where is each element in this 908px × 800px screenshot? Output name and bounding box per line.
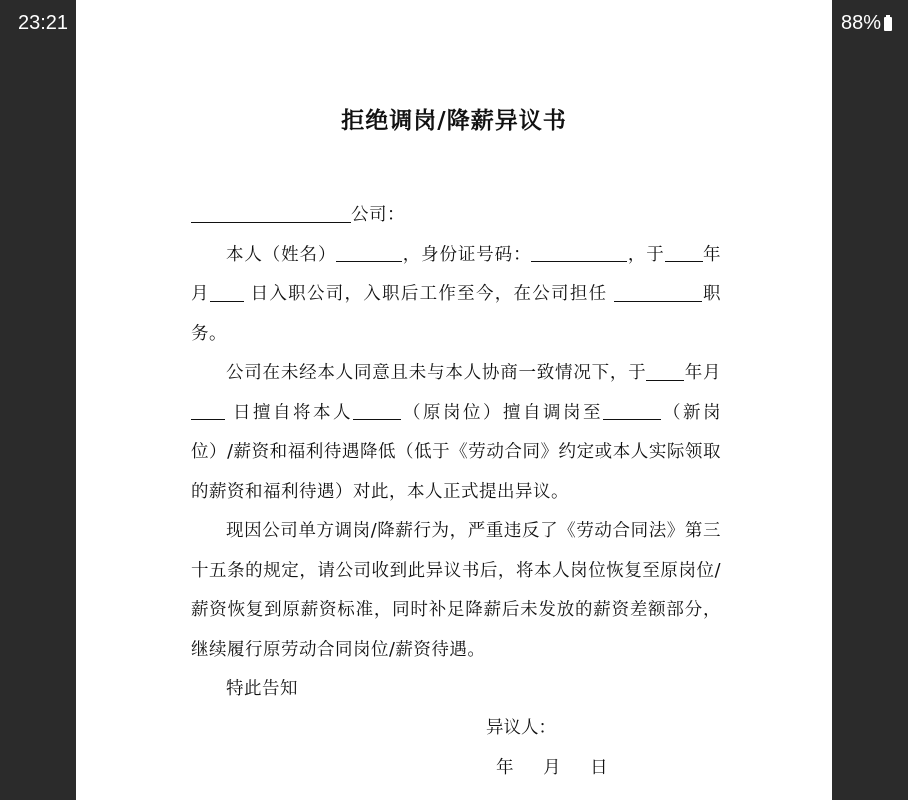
year-blank: [665, 244, 703, 263]
text-segment: 本人（姓名）: [226, 244, 337, 265]
text-segment: ，身份证号码：: [402, 244, 532, 265]
id-number-blank: [531, 244, 627, 263]
text-segment: 年: [702, 244, 722, 265]
text-segment: （原岗位）擅自调岗至: [401, 402, 604, 423]
paragraph-identity: [191, 236, 721, 355]
text-segment: 日入职公司，入职后工作至今，在公司担任: [243, 284, 615, 304]
text-segment: 公司在未经本人同意且未与本人协商一致情况下，于: [226, 363, 647, 383]
battery-icon: [884, 17, 892, 31]
addressee-line: [191, 196, 721, 236]
text-segment: 日擅自将本人: [225, 402, 354, 423]
company-blank: [191, 204, 351, 223]
text-segment: （新岗位）/薪资和福利待遇降低（低于《劳动合同》约定或本人实际领取的薪资和福利待遇）对此，本人正式提出异议。: [191, 402, 722, 502]
date-month: 月: [543, 758, 561, 778]
month-blank: [210, 283, 244, 302]
document-page[interactable]: [76, 0, 832, 800]
paragraph-closing: 特此告知: [226, 679, 298, 699]
position-blank: [614, 283, 702, 302]
addressee-suffix: 公司：: [351, 205, 405, 225]
paragraph-demand: 现因公司单方调岗/降薪行为，严重违反了《劳动合同法》第三十五条的规定，请公司收到此异议书后，将本人岗位恢复至原岗位/薪资恢复到原薪资标准，同时补足降薪后未发放的薪资差额部分，继续履行原劳动合同岗位/薪资待遇。: [191, 521, 721, 660]
new-position-blank: [603, 402, 661, 421]
date-day: 日: [590, 758, 608, 778]
paragraph-facts: [191, 354, 721, 512]
signature-label: 异议人：: [486, 718, 556, 738]
document-title: 拒绝调岗/降薪异议书: [341, 108, 567, 134]
date-year: 年: [496, 758, 514, 778]
text-segment: 职务。: [191, 284, 722, 344]
text-segment: 月: [191, 284, 210, 304]
document-body: [191, 196, 721, 710]
text-segment: ，于: [627, 244, 665, 265]
original-position-blank: [353, 402, 401, 421]
signature-date: [496, 754, 632, 779]
battery-percent: 88%: [840, 12, 881, 34]
text-segment: 月: [703, 363, 722, 383]
year-blank: [646, 362, 684, 381]
month-blank: [191, 402, 225, 421]
status-battery: [841, 12, 892, 35]
text-segment: 年: [684, 363, 704, 383]
status-time: 23:21: [18, 12, 69, 34]
name-blank: [336, 244, 402, 263]
